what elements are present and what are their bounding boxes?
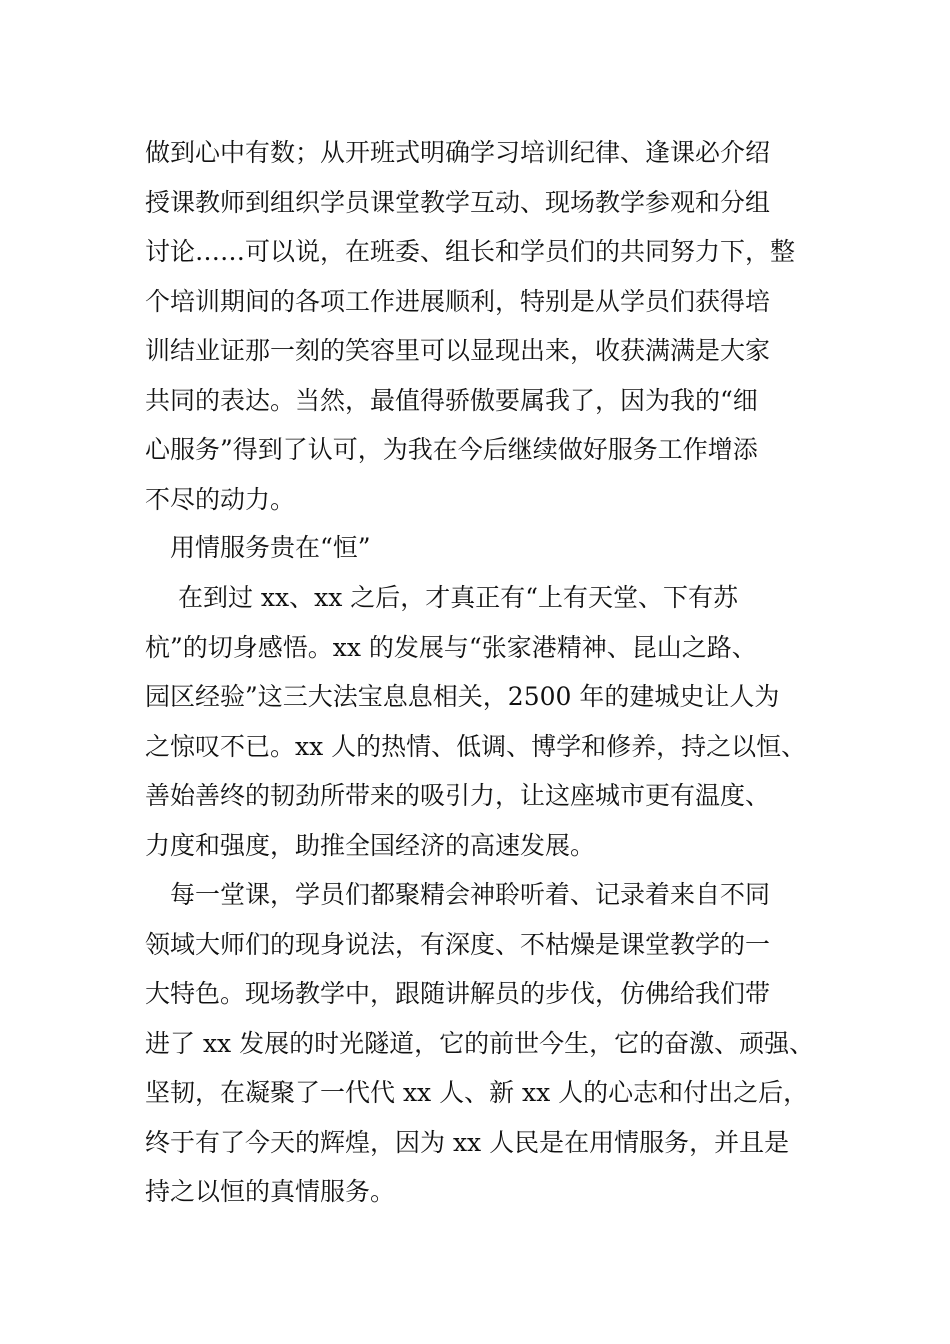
paragraph-line: 不尽的动力。 (145, 484, 296, 514)
paragraph-line: 持之以恒的真情服务。 (145, 1177, 396, 1206)
paragraph-line: 领域大师们的现身说法，有深度、不枯燥是课堂教学的一 (145, 929, 771, 959)
paragraph-line: 训结业证那一刻的笑容里可以显现出来，收获满满是大家 (145, 336, 771, 365)
paragraph-line: 心服务”得到了认可，为我在今后继续做好服务工作增添 (145, 435, 758, 464)
paragraph-line: 大特色。现场教学中，跟随讲解员的步伐，仿佛给我们带 (145, 979, 771, 1008)
paragraph-line: 进了 xx 发展的时光隧道，它的前世今生，它的奋激、顽强、 (145, 1028, 815, 1058)
paragraph-line: 每一堂课，学员们都聚精会神聆听着、记录着来自不同 (145, 880, 771, 909)
heading-line: 用情服务贵在“恒” (145, 533, 371, 562)
paragraph-line: 在到过 xx、xx 之后，才真正有“上有天堂、下有苏 (145, 583, 739, 612)
paragraph-line: 授课教师到组织学员课堂教学互动、现场教学参观和分组 (145, 187, 771, 217)
paragraph-1 (145, 128, 835, 524)
paragraph-line: 共同的表达。当然，最值得骄傲要属我了，因为我的“细 (145, 385, 758, 415)
paragraph-3 (145, 870, 835, 1217)
paragraph-line: 杭”的切身感悟。xx 的发展与“张家港精神、昆山之路、 (145, 632, 757, 662)
paragraph-2 (145, 573, 835, 870)
paragraph-line: 之惊叹不已。xx 人的热情、低调、博学和修养，持之以恒、 (145, 731, 807, 761)
paragraph-line: 终于有了今天的辉煌，因为 xx 人民是在用情服务，并且是 (145, 1127, 790, 1157)
paragraph-line: 园区经验”这三大法宝息息相关，2500 年的建城史让人为 (145, 682, 780, 711)
section-heading (145, 523, 835, 573)
paragraph-line: 善始善终的韧劲所带来的吸引力，让这座城市更有温度、 (145, 781, 771, 810)
paragraph-line: 坚韧，在凝聚了一代代 xx 人、新 xx 人的心志和付出之后， (145, 1078, 809, 1107)
paragraph-line: 力度和强度，助推全国经济的高速发展。 (145, 830, 596, 860)
paragraph-line: 个培训期间的各项工作进展顺利，特别是从学员们获得培 (145, 286, 771, 316)
paragraph-line: 讨论……可以说，在班委、组长和学员们的共同努力下，整 (145, 237, 796, 266)
paragraph-line: 做到心中有数；从开班式明确学习培训纪律、逢课必介绍 (145, 138, 771, 167)
